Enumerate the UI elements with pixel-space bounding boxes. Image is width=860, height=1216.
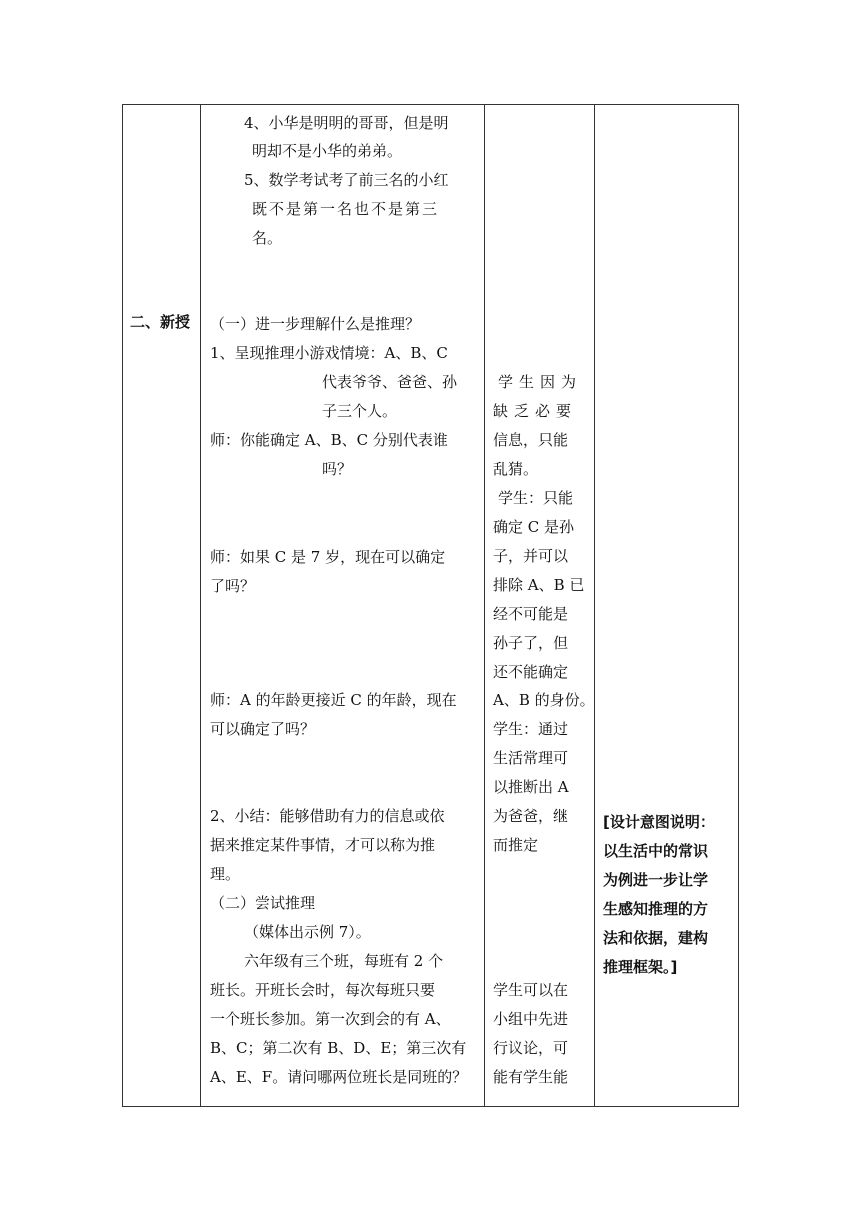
text-line: 六年级有三个班，每班有 2 个 — [244, 952, 444, 970]
text-line: 以生活中的常识 — [603, 842, 709, 860]
text-line: 据来推定某件事情，才可以称为推 — [210, 836, 436, 854]
column-divider-3 — [594, 105, 595, 1106]
text-line: 还不能确定 — [493, 663, 569, 681]
text-line: 法和依据，建构 — [603, 929, 709, 947]
text-line: （媒体出示例 7）。 — [244, 923, 371, 941]
text-line: 明却不是小华的弟弟。 — [252, 142, 403, 160]
text-line: 一个班长参加。第一次到会的有 A、 — [210, 1010, 451, 1028]
text-line: 以推断出 A — [493, 778, 569, 796]
text-line: 经不可能是 — [493, 605, 569, 623]
text-line: 排除 A、B 已 — [493, 576, 585, 594]
text-line: 推理框架。] — [603, 958, 678, 976]
text-line: 学生因为 — [498, 373, 583, 391]
text-line: 2、小结：能够借助有力的信息或依 — [210, 807, 445, 825]
text-line: 生活常理可 — [493, 749, 569, 767]
text-line: 小组中先进 — [493, 1010, 569, 1028]
subheading: （一）进一步理解什么是推理？ — [210, 315, 421, 333]
text-line: 理。 — [210, 865, 241, 883]
text-line: 师：你能确定 A、B、C 分别代表谁 — [210, 431, 448, 449]
text-line: [设计意图说明： — [603, 813, 715, 831]
text-line: 可以确定了吗？ — [210, 720, 316, 738]
text-line: 缺乏必要 — [493, 402, 578, 420]
text-line: 学生可以在 — [493, 981, 569, 999]
text-line: 了吗？ — [210, 577, 256, 595]
text-line: 师：A 的年龄更接近 C 的年龄，现在 — [210, 691, 457, 709]
text-line: A、B 的身份。 — [493, 691, 595, 709]
text-line: 信息，只能 — [493, 431, 569, 449]
text-line: 学生：通过 — [493, 720, 569, 738]
text-line: 1、呈现推理小游戏情境：A、B、C — [210, 344, 448, 362]
text-line: 4、小华是明明的哥哥，但是明 — [244, 114, 449, 132]
text-line: 代表爷爷、爸爸、孙 — [322, 373, 458, 391]
text-line: 师：如果 C 是 7 岁，现在可以确定 — [210, 548, 446, 566]
column-divider-2 — [484, 105, 485, 1106]
text-line: 行议论，可 — [493, 1039, 569, 1057]
text-line: 孙子了，但 — [493, 634, 569, 652]
text-line: B、C；第二次有 B、D、E；第三次有 — [210, 1039, 467, 1057]
text-line: 班长。开班长会时，每次每班只要 — [210, 981, 436, 999]
text-line: 既不是第一名也不是第三 — [252, 200, 440, 218]
text-line: 确定 C 是孙 — [493, 518, 575, 536]
text-line: 名。 — [252, 229, 283, 247]
text-line: 能有学生能 — [493, 1068, 569, 1086]
text-line: 子三个人。 — [322, 402, 398, 420]
subheading: （二）尝试推理 — [210, 894, 316, 912]
text-line: A、E、F。请问哪两位班长是同班的？ — [210, 1068, 468, 1086]
text-line: 而推定 — [493, 836, 539, 854]
text-line: 吗？ — [322, 460, 353, 478]
text-line: 为例进一步让学 — [603, 871, 709, 889]
text-line: 子，并可以 — [493, 547, 569, 565]
section-label: 二、新授 — [130, 313, 191, 331]
text-line: 乱猜。 — [493, 460, 539, 478]
column-divider-1 — [200, 105, 201, 1106]
text-line: 为爸爸，继 — [493, 807, 569, 825]
text-line: 学生：只能 — [498, 489, 574, 507]
text-line: 生感知推理的方 — [603, 900, 709, 918]
text-line: 5、数学考试考了前三名的小红 — [244, 171, 449, 189]
